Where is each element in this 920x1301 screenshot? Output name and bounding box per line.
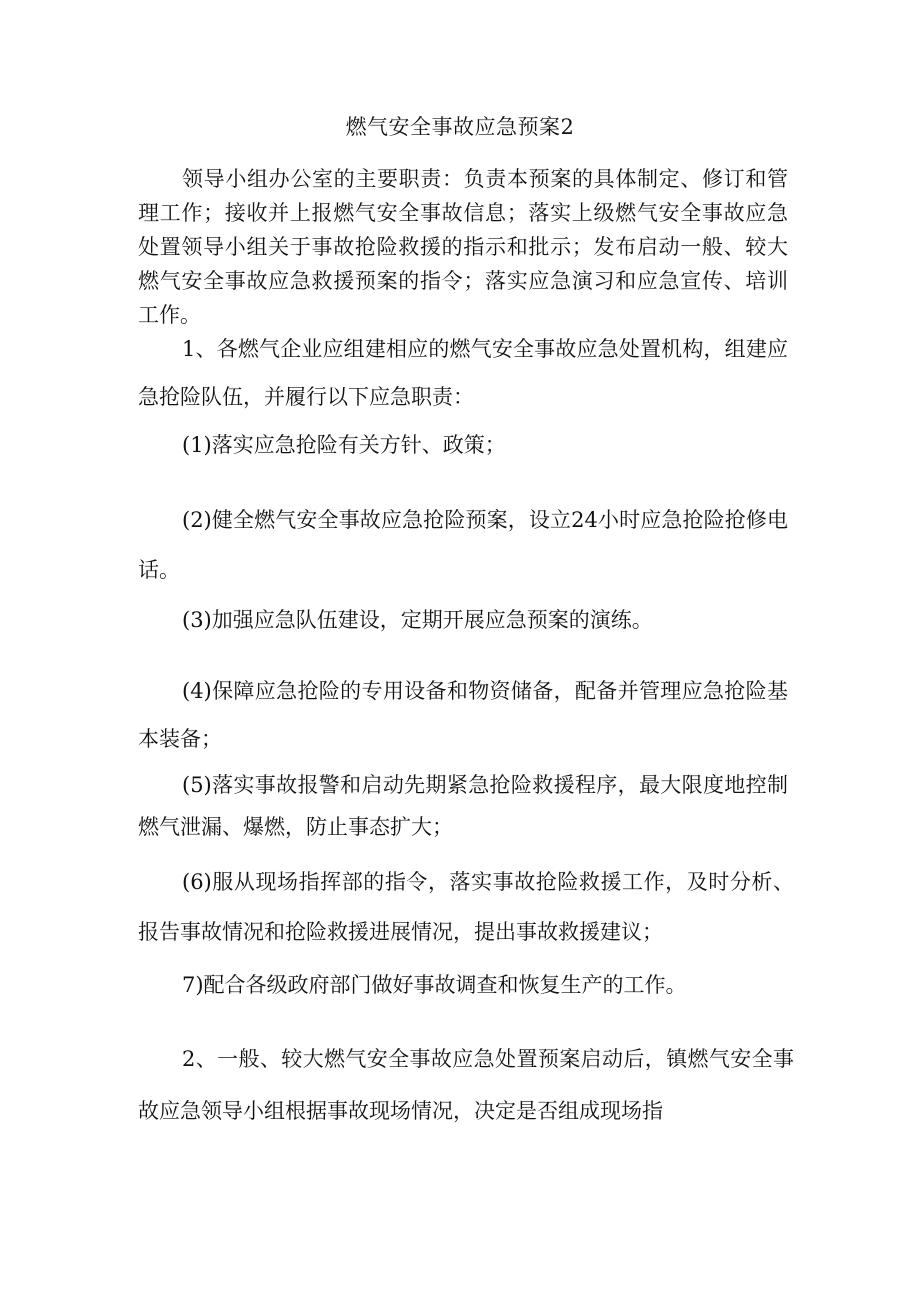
list-item-5: (5)落实事故报警和启动先期紧急抢险救援程序，最大限度地控制燃气泄漏、爆燃，防止事态扩大； [138,773,788,839]
list-item-6: (6)服从现场指挥部的指令，落实事故抢险救援工作，及时分析、报告事故情况和抢险救援进展情况，提出事故救援建议； [138,870,794,944]
list-item-2: (2)健全燃气安全事故应急抢险预案，设立24小时应急抢险抢修电话。 [138,508,788,582]
paragraph-office-duties: 领导小组办公室的主要职责：负责本预案的具体制定、修订和管理工作；接收并上报燃气安全事故信息；落实上级燃气安全事故应急处置领导小组关于事故抢险救援的指示和批示；发布启动一般、较大燃气安全事故应急救援预案的指令；落实应急演习和应急宣传、培训工作。 [138,167,788,327]
document-title: 燃气安全事故应急预案2 [345,115,575,139]
paragraph-enterprise-duties: 1、各燃气企业应组建相应的燃气安全事故应急处置机构，组建应急抢险队伍，并履行以下应急职责： [138,337,788,409]
list-item-1: (1)落实应急抢险有关方针、政策； [182,433,506,457]
list-item-7: 7)配合各级政府部门做好事故调查和恢复生产的工作。 [182,973,687,997]
list-item-4: (4)保障应急抢险的专用设备和物资储备，配备并管理应急抢险基本装备； [138,679,788,751]
list-item-3: (3)加强应急队伍建设，定期开展应急预案的演练。 [182,608,653,632]
paragraph-emergency-start: 2、一般、较大燃气安全事故应急处置预案启动后，镇燃气安全事故应急领导小组根据事故现场情况，决定是否组成现场指 [138,1047,794,1123]
